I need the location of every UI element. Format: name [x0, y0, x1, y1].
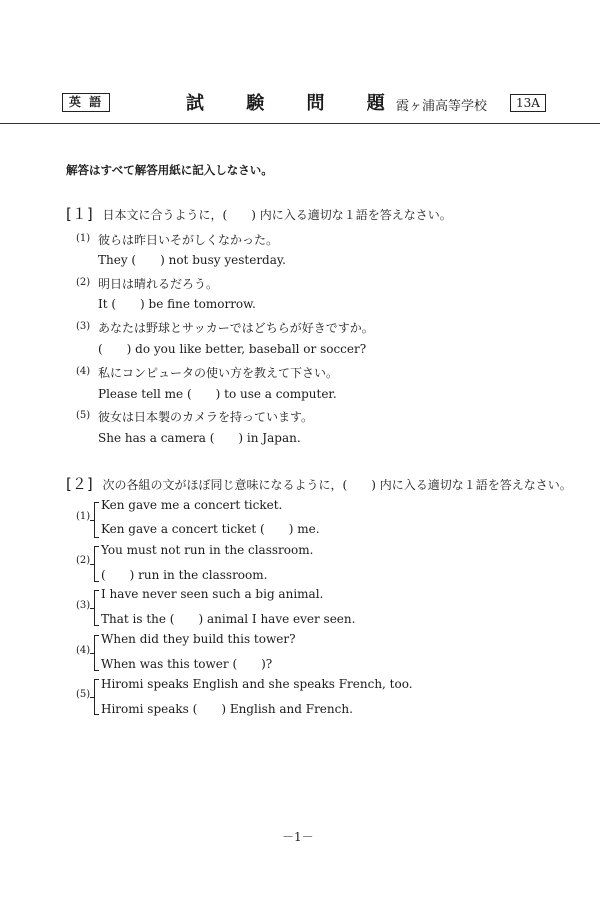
s2-q2-number: (2) — [76, 555, 91, 566]
s2-q5-brace-tip — [90, 697, 94, 698]
s2-q1-sentence-a: Ken gave me a concert ticket. — [101, 498, 283, 512]
s2-q3-sentence-b: That is the ( ) animal I have ever seen. — [101, 612, 356, 626]
section2-prompt: 次の各組の文がほぼ同じ意味になるように，( ) 内に入る適切な１語を答えなさい。 — [102, 478, 572, 492]
section1-heading — [66, 203, 452, 224]
s1-q5-english: She has a camera ( ) in Japan. — [98, 431, 301, 445]
s1-q3-number: (3) — [76, 321, 91, 332]
s2-q5-sentence-a: Hiromi speaks English and she speaks French, too. — [101, 677, 413, 691]
s1-q4-english: Please tell me ( ) to use a computer. — [98, 387, 337, 401]
s2-q4-number: (4) — [76, 645, 91, 656]
page-number: －1－ — [282, 830, 314, 844]
s2-q1-number: (1) — [76, 511, 91, 522]
s2-q4-brace — [94, 635, 100, 671]
s1-q1-japanese: 彼らは昨日いそがしくなかった。 — [98, 233, 279, 247]
s1-q2-japanese: 明日は晴れるだろう。 — [98, 277, 219, 291]
s2-q4-sentence-b: When was this tower ( )? — [101, 657, 273, 671]
s2-q4-brace-tip — [90, 653, 94, 654]
section2-number: [２] — [66, 475, 93, 493]
header-rule — [0, 123, 600, 124]
s1-q4-number: (4) — [76, 366, 91, 377]
s2-q2-brace — [94, 546, 100, 582]
subject-label: 英 語 — [62, 93, 110, 112]
s2-q1-brace — [94, 502, 100, 538]
s2-q2-brace-tip — [90, 564, 94, 565]
s2-q1-sentence-b: Ken gave a concert ticket ( ) me. — [101, 522, 320, 536]
exam-code: 13A — [510, 94, 546, 112]
s1-q3-english: ( ) do you like better, baseball or soccer? — [98, 342, 367, 356]
instruction: 解答はすべて解答用紙に記入しなさい。 — [66, 163, 273, 177]
s2-q5-number: (5) — [76, 689, 91, 700]
s2-q2-sentence-a: You must not run in the classroom. — [101, 543, 314, 557]
exam-title: 試 験 問 題 — [186, 93, 403, 114]
s1-q3-japanese: あなたは野球とサッカーではどちらが好きですか。 — [98, 321, 374, 335]
s2-q3-number: (3) — [76, 600, 91, 611]
s2-q4-sentence-a: When did they build this tower? — [101, 632, 296, 646]
section1-number: [１] — [66, 205, 93, 223]
s2-q5-brace — [94, 679, 100, 715]
s1-q1-number: (1) — [76, 233, 91, 244]
s2-q5-sentence-b: Hiromi speaks ( ) English and French. — [101, 702, 353, 716]
s1-q5-number: (5) — [76, 410, 91, 421]
s1-q5-japanese: 彼女は日本製のカメラを持っています。 — [98, 410, 314, 424]
s2-q2-sentence-b: ( ) run in the classroom. — [101, 568, 268, 582]
s2-q3-sentence-a: I have never seen such a big animal. — [101, 587, 324, 601]
s1-q1-english: They ( ) not busy yesterday. — [98, 253, 286, 267]
school-name: 霞ヶ浦高等学校 — [396, 99, 488, 114]
section1-prompt: 日本文に合うように，( ) 内に入る適切な１語を答えなさい。 — [102, 208, 452, 222]
s2-q3-brace — [94, 590, 100, 626]
section2-heading — [66, 473, 572, 494]
s2-q1-brace-tip — [90, 520, 94, 521]
s1-q4-japanese: 私にコンピュータの使い方を教えて下さい。 — [98, 366, 339, 380]
s1-q2-number: (2) — [76, 277, 91, 288]
s2-q3-brace-tip — [90, 608, 94, 609]
s1-q2-english: It ( ) be fine tomorrow. — [98, 297, 256, 311]
